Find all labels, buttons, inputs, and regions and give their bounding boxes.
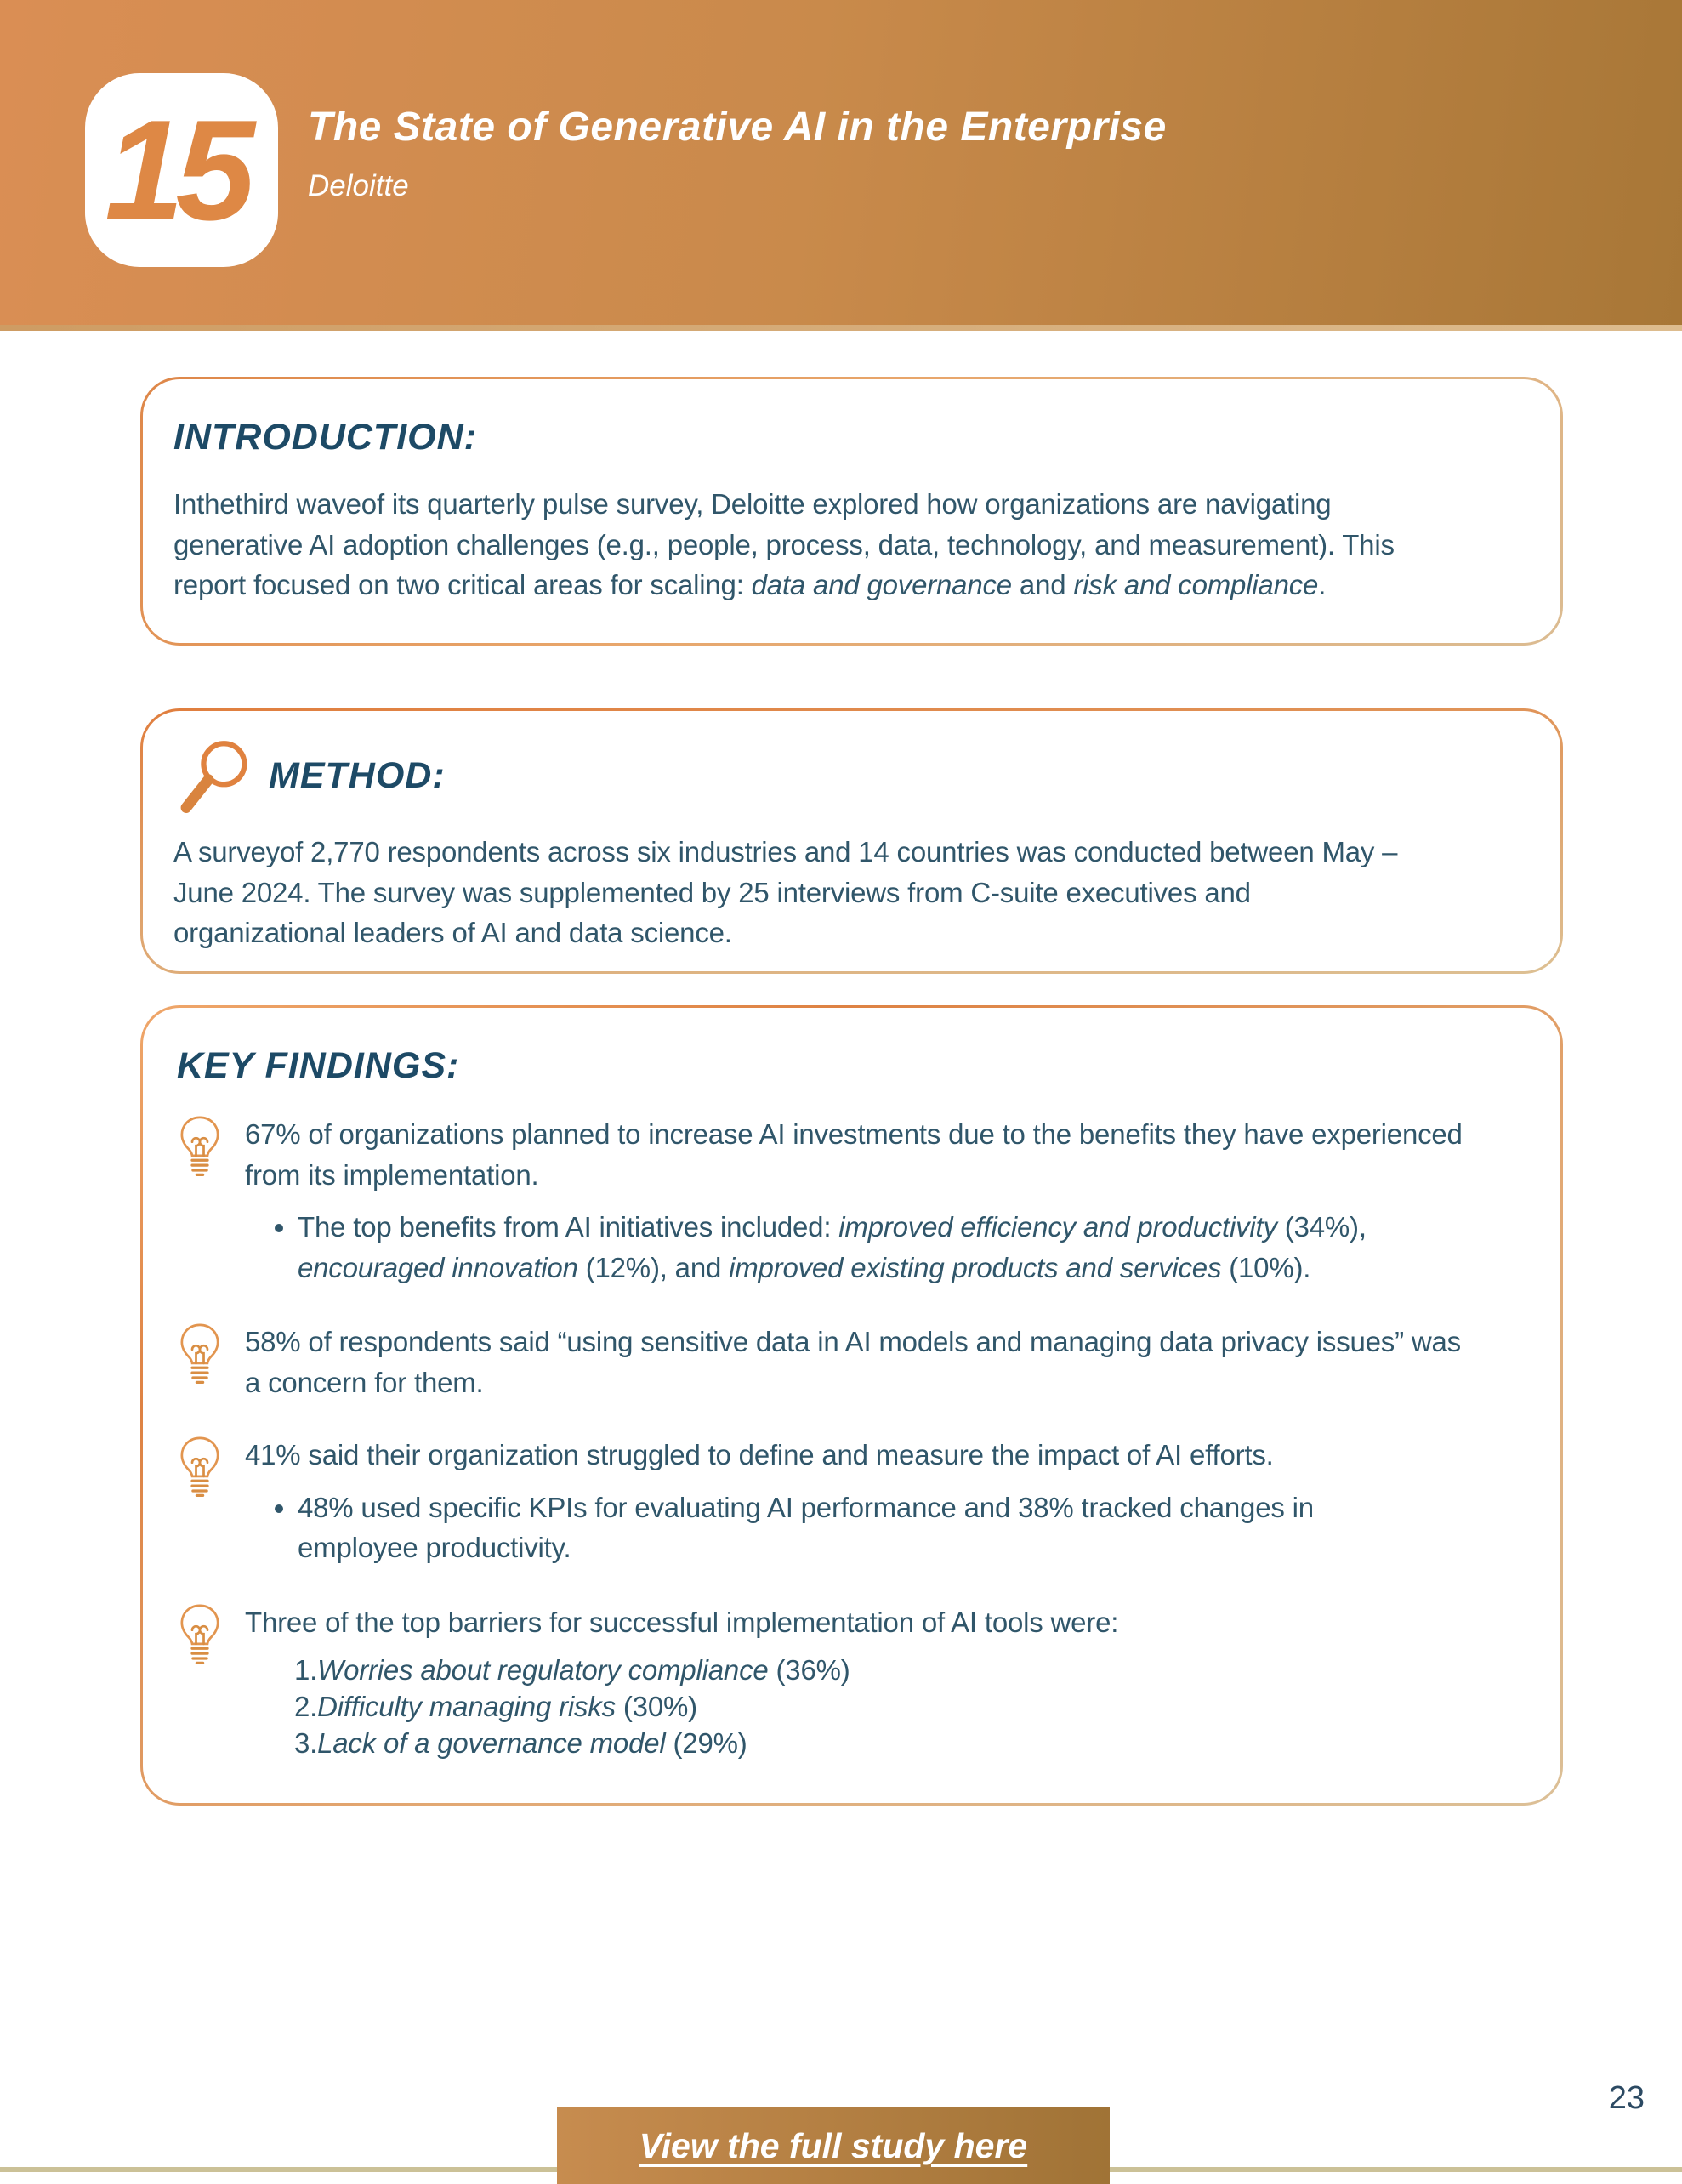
method-body: A surveyof 2,770 respondents across six industries and 14 countries was conducted between May – June 2024. The survey was supplemented by 25 interviews from C-suite executives and organizational leaders of AI and data science. — [173, 836, 1398, 949]
introduction-card — [140, 377, 1563, 646]
key-findings-card — [140, 1005, 1563, 1806]
introduction-card-inner — [143, 379, 1560, 643]
page-number: 23 — [1608, 2080, 1645, 2116]
view-full-study-button[interactable]: View the full study here — [557, 2107, 1110, 2184]
lightbulb-icon — [177, 1322, 223, 1388]
lightbulb-icon — [177, 1114, 223, 1180]
page-title: The State of Generative AI in the Enterprise — [308, 105, 1167, 150]
barrier-list-item: 3.Lack of a governance model (29%) — [294, 1726, 747, 1759]
method-card — [140, 708, 1563, 974]
finding-text: Three of the top barriers for successful implementation of AI tools were: — [245, 1606, 1119, 1638]
lightbulb-icon — [177, 1602, 223, 1669]
method-heading: METHOD: — [269, 754, 446, 796]
finding-item — [177, 1602, 1518, 1762]
finding-sub-bullet: • 48% used specific KPIs for evaluating AI performance and 38% tracked changes in employee productivity. — [298, 1487, 1437, 1568]
header-bottom-edge — [0, 325, 1682, 331]
barrier-list-item: 2.Difficulty managing risks (30%) — [294, 1691, 697, 1723]
lightbulb-icon — [177, 1435, 223, 1501]
chapter-number-badge — [85, 73, 278, 267]
method-card-inner — [143, 711, 1560, 971]
finding-text: 58% of respondents said “using sensitive data in AI models and managing data privacy issues” was a concern for them. — [245, 1326, 1461, 1398]
finding-sub-bullet: • The top benefits from AI initiatives included: improved efficiency and productivity (34%), encouraged innovation (12%), and improved existing products and services (10%). — [298, 1207, 1437, 1288]
introduction-body: Inthethird waveof its quarterly pulse survey, Deloitte explored how organizations are navigating generative AI adoption challenges (e.g., people, process, data, technology, and measurement). This report focused on two critical areas for scaling: data and governance and risk and compliance. — [173, 488, 1395, 601]
chapter-number: 15 — [105, 90, 247, 250]
finding-text: 67% of organizations planned to increase AI investments due to the benefits they have experienced from its implementation. — [245, 1118, 1463, 1191]
finding-text: 41% said their organization struggled to define and measure the impact of AI efforts. — [245, 1439, 1274, 1471]
finding-item — [177, 1435, 1518, 1570]
introduction-heading: INTRODUCTION: — [173, 417, 477, 458]
magnifier-icon — [173, 735, 255, 816]
key-findings-card-inner — [143, 1008, 1560, 1803]
header-banner — [0, 0, 1682, 325]
finding-item — [177, 1322, 1518, 1402]
page-subtitle: Deloitte — [308, 169, 409, 202]
key-findings-heading: KEY FINDINGS: — [177, 1045, 460, 1086]
finding-item — [177, 1114, 1518, 1289]
barrier-list-item: 1.Worries about regulatory compliance (36%) — [294, 1654, 850, 1686]
